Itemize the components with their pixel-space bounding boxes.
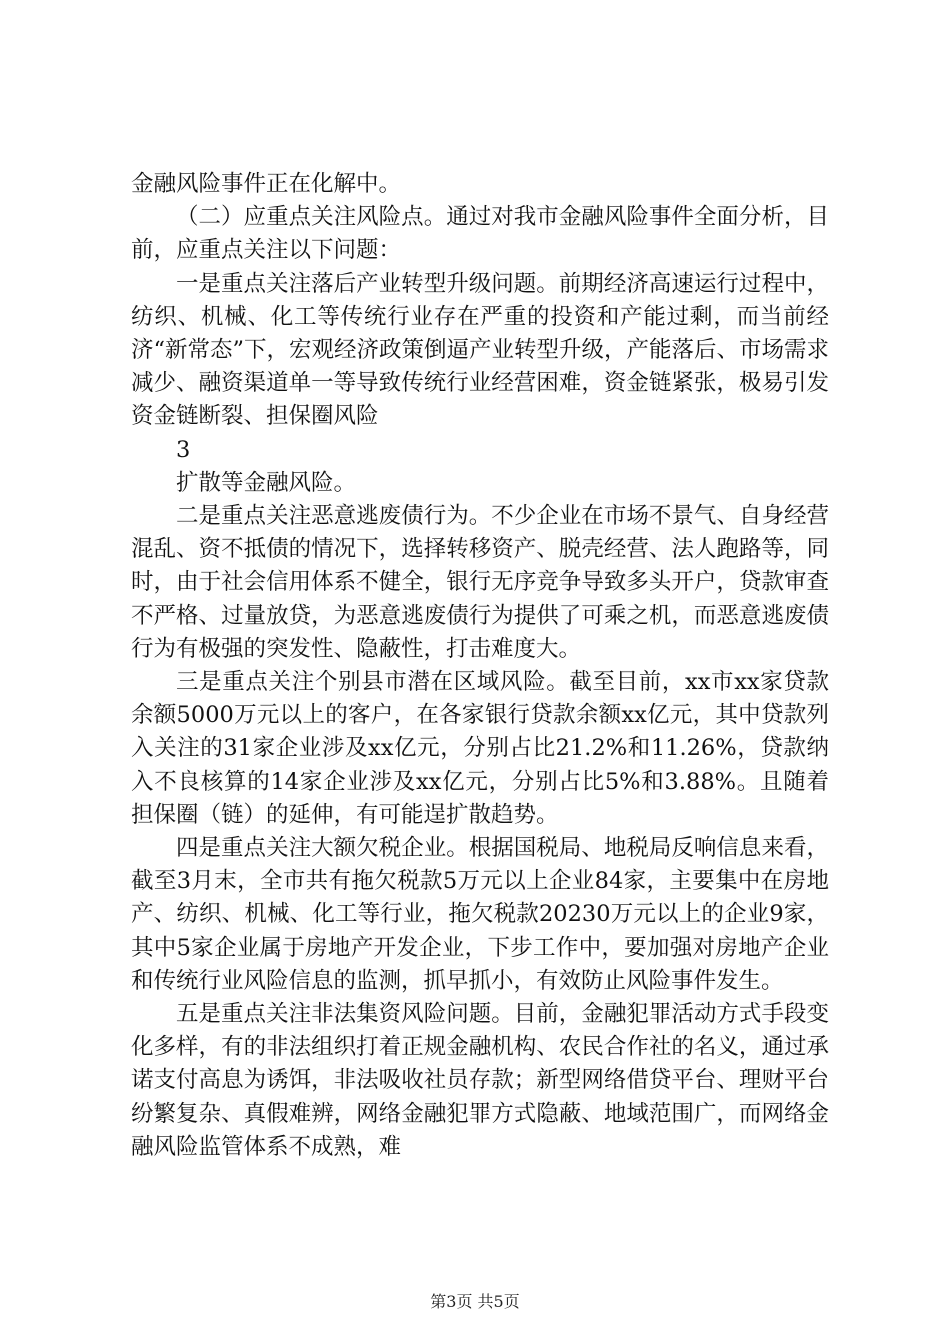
paragraph-point-one-end: 扩散等金融风险。 xyxy=(176,469,357,496)
paragraph-point-four: 四是重点关注大额欠税企业。根据国税局、地税局反响信息来看，截至3月末，全市共有拖欠税款5万元以上企业84家，主要集中在房地产、纺织、机械、化工等行业，拖欠税款20230万元以上的企业9家，其中5家企业属于房地产开发企业，下步工作中，要加强对房地产企业和传统行业风险信息的监测，抓早抓小，有效防止风险事件发生。 xyxy=(131,835,829,994)
paragraph-section-heading: （二）应重点关注风险点。通过对我市金融风险事件全面分析，目前，应重点关注以下问题： xyxy=(131,204,829,264)
paragraph-point-two: 二是重点关注恶意逃废债行为。不少企业在市场不景气、自身经营混乱、资不抵债的情况下，选择转移资产、脱壳经营、法人跑路等，同时，由于社会信用体系不健全，银行无序竞争导致多头开户，贷款审查不严格、过量放贷，为恶意逃废债行为提供了可乘之机，而恶意逃废债行为有极强的突发性、隐蔽性，打击难度大。 xyxy=(131,503,829,662)
paragraph-continuation: 金融风险事件正在化解中。 xyxy=(131,171,402,197)
paragraph-point-one: 一是重点关注落后产业转型升级问题。前期经济高速运行过程中，纺织、机械、化工等传统行业存在严重的投资和产能过剩，而当前经济“新常态”下，宏观经济政策倒逼产业转型升级，产能落后、市场需求减少、融资渠道单一等导致传统行业经营困难，资金链紧张，极易引发资金链断裂、担保圈风险 xyxy=(131,270,830,430)
document-body xyxy=(131,168,829,1164)
page-footer: 第3页 共5页 xyxy=(430,1292,520,1311)
paragraph-point-five: 五是重点关注非法集资风险问题。目前，金融犯罪活动方式手段变化多样，有的非法组织打着正规金融机构、农民合作社的名义，通过承诺支付高息为诱饵，非法吸收社员存款；新型网络借贷平台、理财平台纷繁复杂、真假难辨，网络金融犯罪方式隐蔽、地域范围广，而网络金融风险监管体系不成熟，难 xyxy=(131,1001,829,1160)
paragraph-point-three: 三是重点关注个别县市潜在区域风险。截至目前，xx市xx家贷款余额5000万元以上的客户，在各家银行贷款余额xx亿元，其中贷款列入关注的31家企业涉及xx亿元，分别占比21.2%和11.26%，贷款纳入不良核算的14家企业涉及xx亿元，分别占比5%和3.88%。且随着担保圈（链）的延伸，有可能逞扩散趋势。 xyxy=(131,669,829,828)
inline-page-number: 3 xyxy=(176,436,191,463)
